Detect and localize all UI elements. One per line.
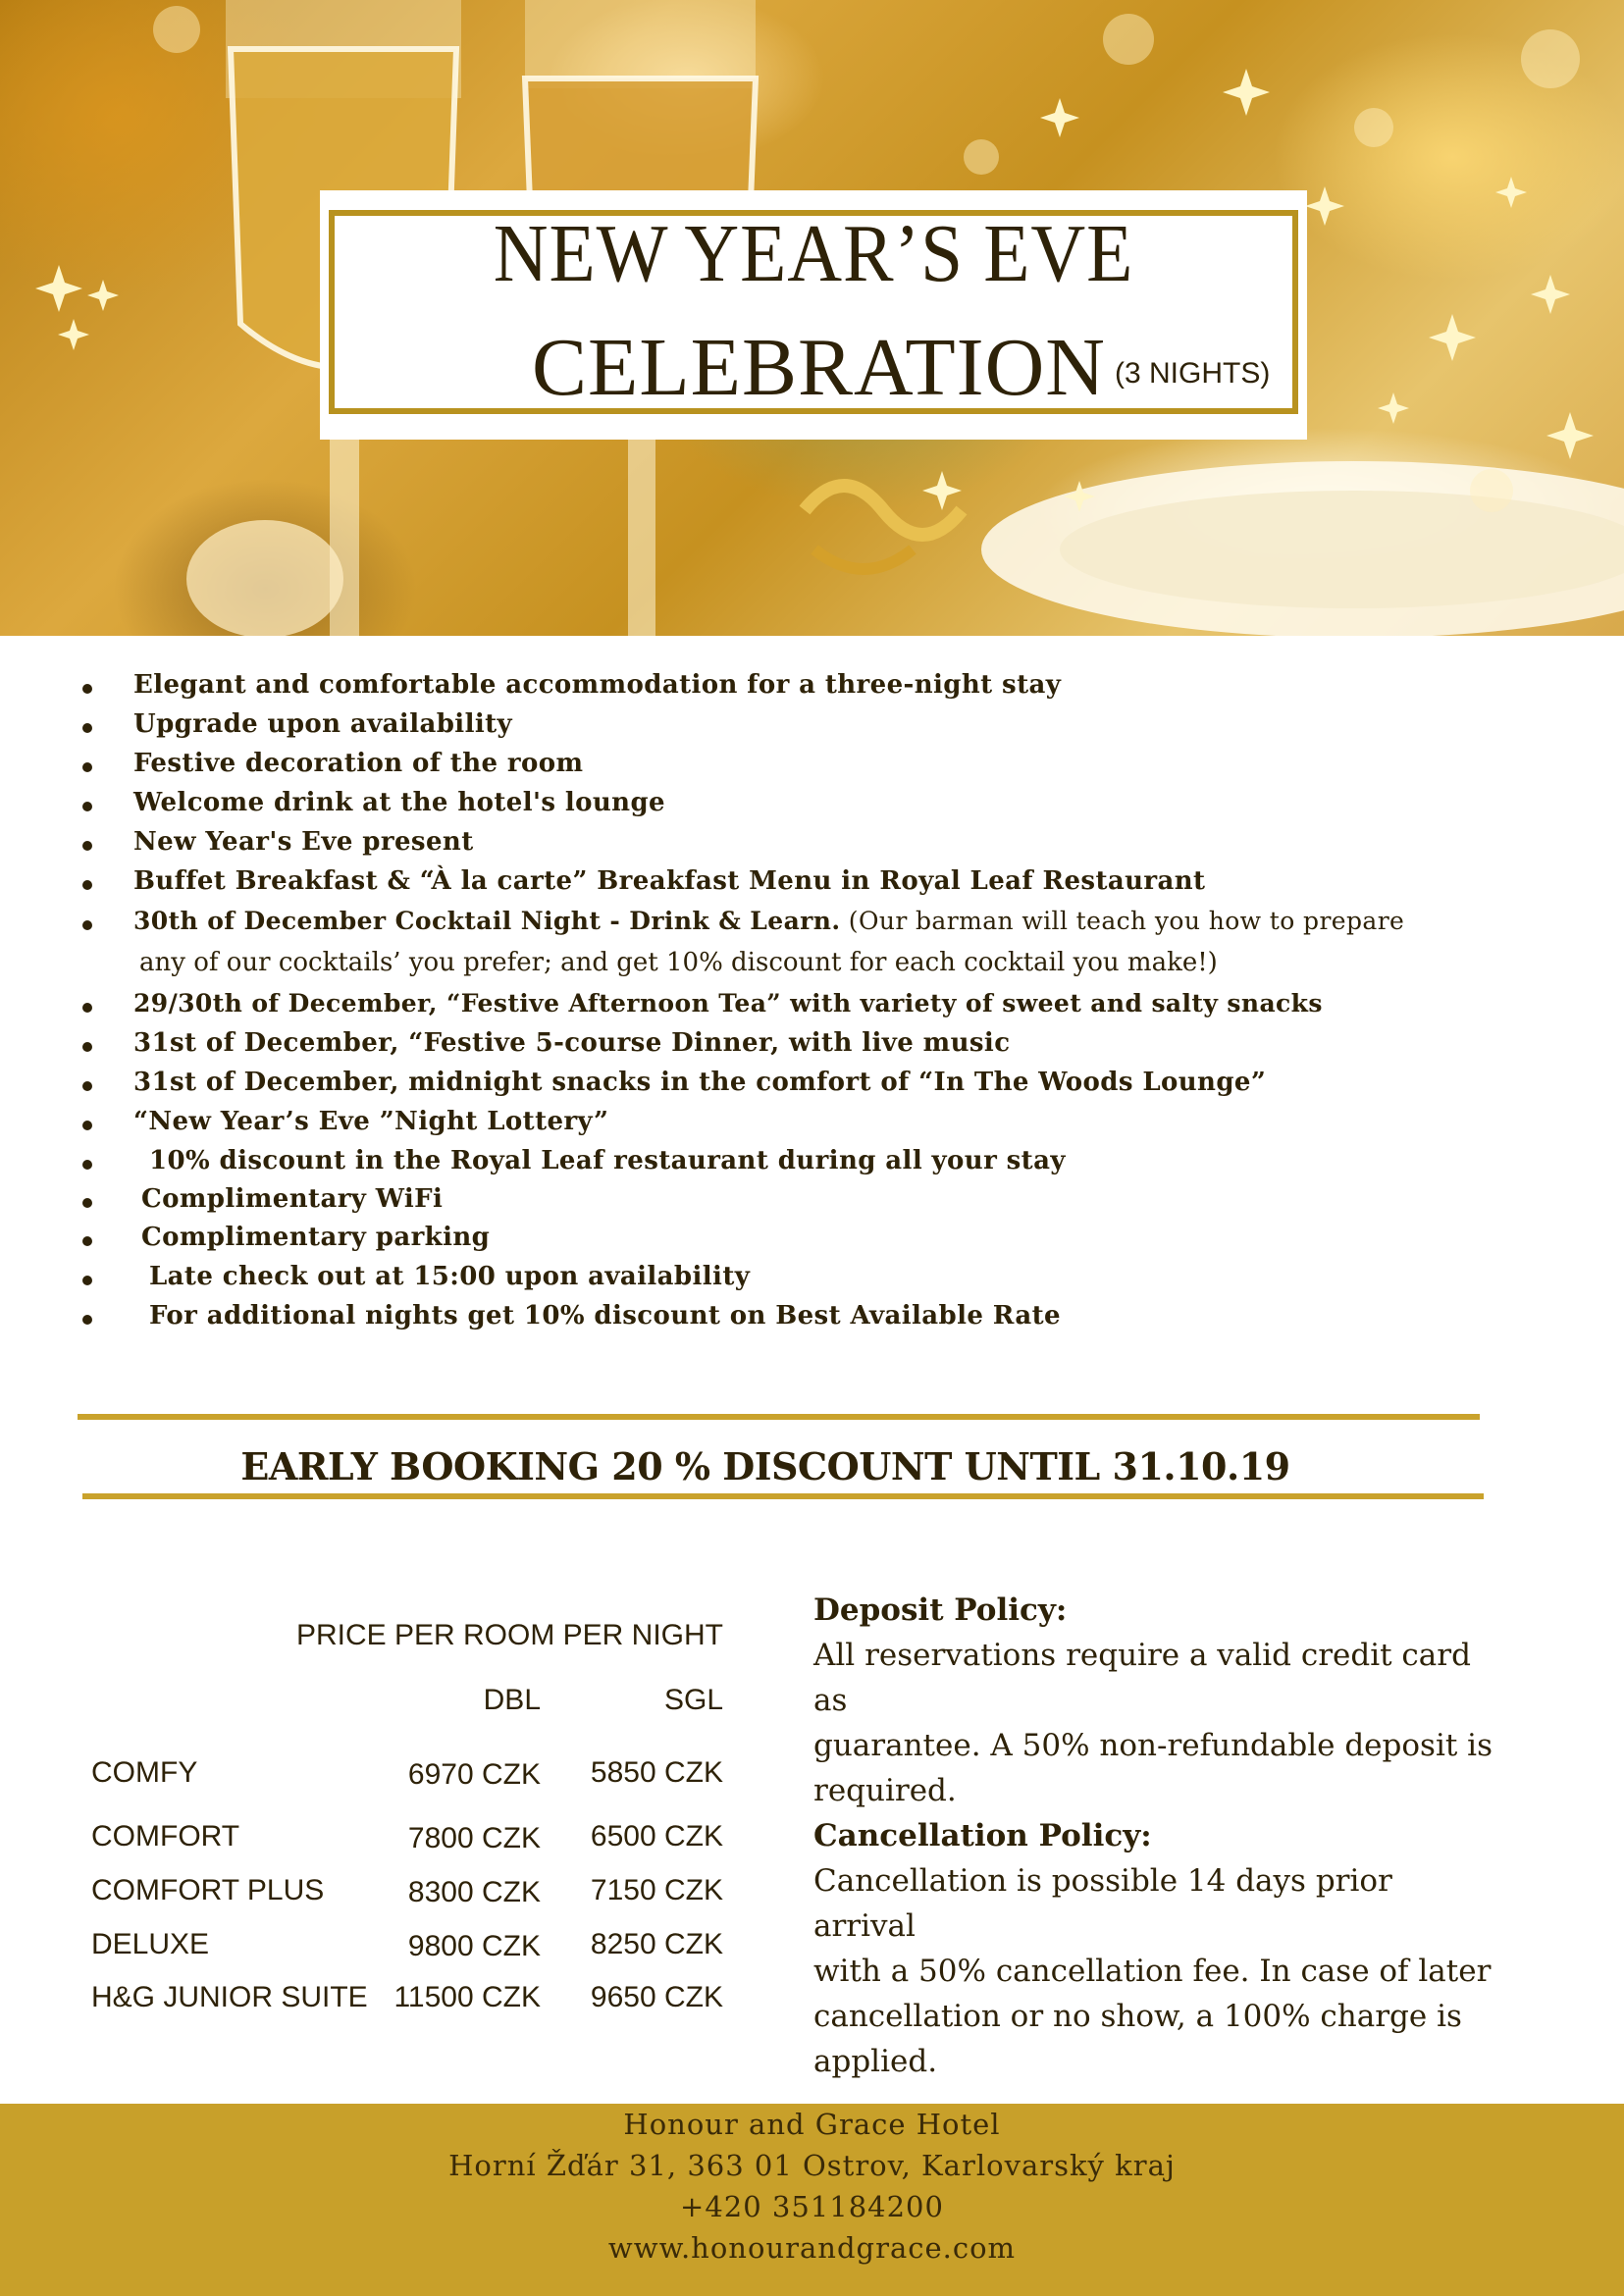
- deposit-policy-title: Deposit Policy:: [813, 1592, 1068, 1628]
- list-item-text: For additional nights get 10% discount on Best Available Rate: [149, 1301, 1061, 1331]
- bullet-dot: [82, 1081, 92, 1091]
- list-item-text: Complimentary parking: [141, 1223, 491, 1252]
- price-sgl: 5850 CZK: [590, 1756, 723, 1789]
- hotel-name: Honour and Grace Hotel: [623, 2108, 1001, 2141]
- list-item-text: “New Year’s Eve ”Night Lottery”: [133, 1107, 609, 1136]
- early-booking-banner: EARLY BOOKING 20 % DISCOUNT UNTIL 31.10.19: [240, 1444, 1290, 1488]
- bullet-dot: [82, 1003, 92, 1013]
- cancellation-policy-title: Cancellation Policy:: [813, 1818, 1152, 1853]
- price-table-heading: PRICE PER ROOM PER NIGHT: [295, 1619, 723, 1651]
- cancellation-policy-line: Cancellation is possible 14 days prior arrival: [813, 1863, 1392, 1944]
- price-dbl: 6970 CZK: [407, 1758, 541, 1791]
- deposit-policy-line: guarantee. A 50% non-refundable deposit is: [813, 1728, 1493, 1763]
- policy-section: [813, 1588, 1500, 2084]
- list-item-text: 31st of December, “Festive 5-course Dinner, with live music: [133, 1028, 1011, 1058]
- gold-divider-bottom: [82, 1493, 1484, 1499]
- cancellation-policy-line: cancellation or no show, a 100% charge is: [813, 1999, 1462, 2034]
- list-item-continuation: any of our cocktails’ you prefer; and get 10% discount for each cocktail you make!): [139, 948, 1218, 977]
- list-item-normal: (Our barman will teach you how to prepare: [840, 907, 1405, 935]
- bullet-dot: [82, 684, 92, 694]
- list-item-text: Festive decoration of the room: [133, 749, 584, 778]
- title-card: [320, 190, 1307, 440]
- bullet-dot: [82, 841, 92, 851]
- hotel-phone: +420 351184200: [680, 2190, 944, 2223]
- title-nights: (3 NIGHTS): [1115, 357, 1271, 390]
- bullet-dot: [82, 920, 92, 930]
- room-name: COMFY: [91, 1756, 198, 1789]
- cancellation-policy-line: applied.: [813, 2044, 938, 2079]
- room-name: H&G JUNIOR SUITE: [91, 1981, 368, 2013]
- bullet-dot: [82, 1160, 92, 1170]
- list-item-text: Upgrade upon availability: [133, 709, 513, 739]
- bullet-dot: [82, 1315, 92, 1325]
- bullet-dot: [82, 880, 92, 890]
- list-item-bold: 30th of December Cocktail Night - Drink & Learn.: [133, 907, 841, 935]
- gold-divider-top: [78, 1414, 1480, 1420]
- bullet-dot: [82, 1042, 92, 1052]
- price-dbl: 7800 CZK: [407, 1822, 541, 1854]
- title-line-1: NEW YEAR’S EVE: [493, 208, 1134, 299]
- column-header-dbl: DBL: [483, 1684, 541, 1716]
- price-sgl: 6500 CZK: [590, 1820, 723, 1852]
- list-item-text: New Year's Eve present: [133, 827, 474, 857]
- cancellation-policy-line: with a 50% cancellation fee. In case of later: [813, 1954, 1492, 1989]
- bullet-dot: [82, 1276, 92, 1285]
- room-name: COMFORT: [91, 1820, 240, 1852]
- price-sgl: 8250 CZK: [590, 1928, 723, 1960]
- hotel-website[interactable]: www.honourandgrace.com: [607, 2231, 1017, 2265]
- room-name: COMFORT PLUS: [91, 1874, 325, 1906]
- list-item-text: [133, 907, 1404, 935]
- bullet-dot: [82, 802, 92, 811]
- price-dbl: 9800 CZK: [407, 1930, 541, 1962]
- bullet-dot: [82, 1198, 92, 1208]
- list-item-text: Complimentary WiFi: [141, 1184, 444, 1214]
- list-item-text: 10% discount in the Royal Leaf restaurant during all your stay: [149, 1146, 1066, 1175]
- price-dbl: 11500 CZK: [393, 1981, 541, 2013]
- price-dbl: 8300 CZK: [407, 1876, 541, 1908]
- deposit-policy-line: required.: [813, 1773, 957, 1808]
- list-item-text: Buffet Breakfast & “À la carte” Breakfast Menu in Royal Leaf Restaurant: [133, 866, 1206, 896]
- bullet-dot: [82, 723, 92, 733]
- footer-contact: [0, 2104, 1624, 2296]
- bullet-dot: [82, 1121, 92, 1130]
- title-line-2: CELEBRATION: [532, 322, 1106, 413]
- price-sgl: 7150 CZK: [590, 1874, 723, 1906]
- bullet-dot: [82, 762, 92, 772]
- price-sgl: 9650 CZK: [590, 1981, 723, 2013]
- room-name: DELUXE: [91, 1928, 210, 1960]
- hero-banner: [0, 0, 1624, 636]
- list-item-text: Welcome drink at the hotel's lounge: [133, 788, 665, 817]
- list-item-text: Elegant and comfortable accommodation for a three-night stay: [133, 670, 1062, 700]
- list-item-text: 29/30th of December, “Festive Afternoon Tea” with variety of sweet and salty snacks: [133, 989, 1323, 1018]
- column-header-sgl: SGL: [663, 1684, 723, 1716]
- list-item-text: 31st of December, midnight snacks in the comfort of “In The Woods Lounge”: [133, 1068, 1267, 1097]
- list-item-text: Late check out at 15:00 upon availability: [149, 1262, 751, 1291]
- bullet-dot: [82, 1236, 92, 1246]
- hotel-address: Horní Žďár 31, 363 01 Ostrov, Karlovarský kraj: [448, 2149, 1176, 2182]
- deposit-policy-line: All reservations require a valid credit card as: [813, 1638, 1471, 1718]
